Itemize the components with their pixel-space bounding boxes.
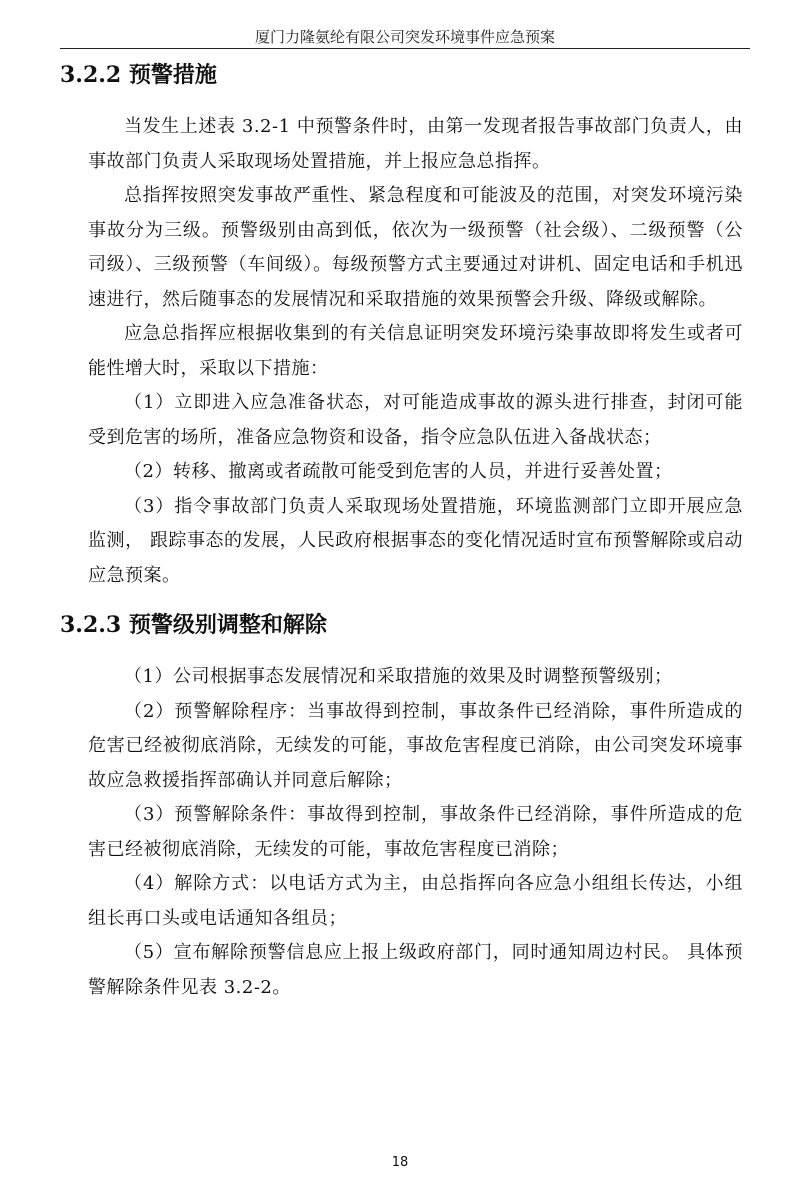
header-divider xyxy=(60,48,750,49)
paragraph: 当发生上述表 3.2-1 中预警条件时，由第一发现者报告事故部门负责人，由事故部门负责人采取现场处置措施，并上报应急总指挥。 xyxy=(88,116,743,172)
page-number: 18 xyxy=(391,1155,409,1170)
paragraph: 总指挥按照突发事故严重性、紧急程度和可能波及的范围，对突发环境污染事故分为三级。预警级别由高到低，依次为一级预警（社会级）、二级预警（公司级）、三级预警（车间级）。每级预警方式主要通过对讲机、固定电话和手机迅速进行，然后随事态的发展情况和采取措施的效果预警会升级、降级或解除。 xyxy=(88,185,743,310)
list-item-paragraph: （2）预警解除程序：当事故得到控制，事故条件已经消除，事件所造成的危害已经被彻底消除，无续发的可能，事故危害程度已消除，由公司突发环境事故应急救援指挥部确认并同意后解除； xyxy=(88,700,743,791)
list-item-paragraph: （4）解除方式：以电话方式为主，由总指挥向各应急小组组长传达，小组组长再口头或电话通知各组员； xyxy=(88,873,743,929)
paragraph: 应急总指挥应根据收集到的有关信息证明突发环境污染事故即将发生或者可能性增大时，采取以下措施： xyxy=(88,323,743,379)
list-item-paragraph: （3）指令事故部门负责人采取现场处置措施，环境监测部门立即开展应急监测， 跟踪事态的发展，人民政府根据事态的变化情况适时宣布预警解除或启动应急预案。 xyxy=(88,495,743,586)
document-header: 厦门力隆氨纶有限公司突发环境事件应急预案 xyxy=(254,28,555,46)
list-item-paragraph: （3）预警解除条件：事故得到控制，事故条件已经消除，事件所造成的危害已经被彻底消除，无续发的可能，事故危害程度已消除； xyxy=(88,804,743,860)
section-body-warning-measures xyxy=(88,110,743,593)
section-body-warning-adjustment xyxy=(88,660,743,1005)
section-heading-warning-adjustment: 3.2.3 预警级别调整和解除 xyxy=(60,612,327,638)
list-item-paragraph: （1）立即进入应急准备状态，对可能造成事故的源头进行排查，封闭可能受到危害的场所，准备应急物资和设备，指令应急队伍进入备战状态； xyxy=(88,392,743,448)
list-item-paragraph: （2）转移、撤离或者疏散可能受到危害的人员，并进行妥善处置； xyxy=(124,461,673,482)
section-heading-warning-measures: 3.2.2 预警措施 xyxy=(60,62,217,88)
list-item-paragraph: （1）公司根据事态发展情况和采取措施的效果及时调整预警级别； xyxy=(124,666,673,687)
list-item-paragraph: （5）宣布解除预警信息应上报上级政府部门，同时通知周边村民。 具体预警解除条件见表 3.2-2。 xyxy=(88,942,743,998)
